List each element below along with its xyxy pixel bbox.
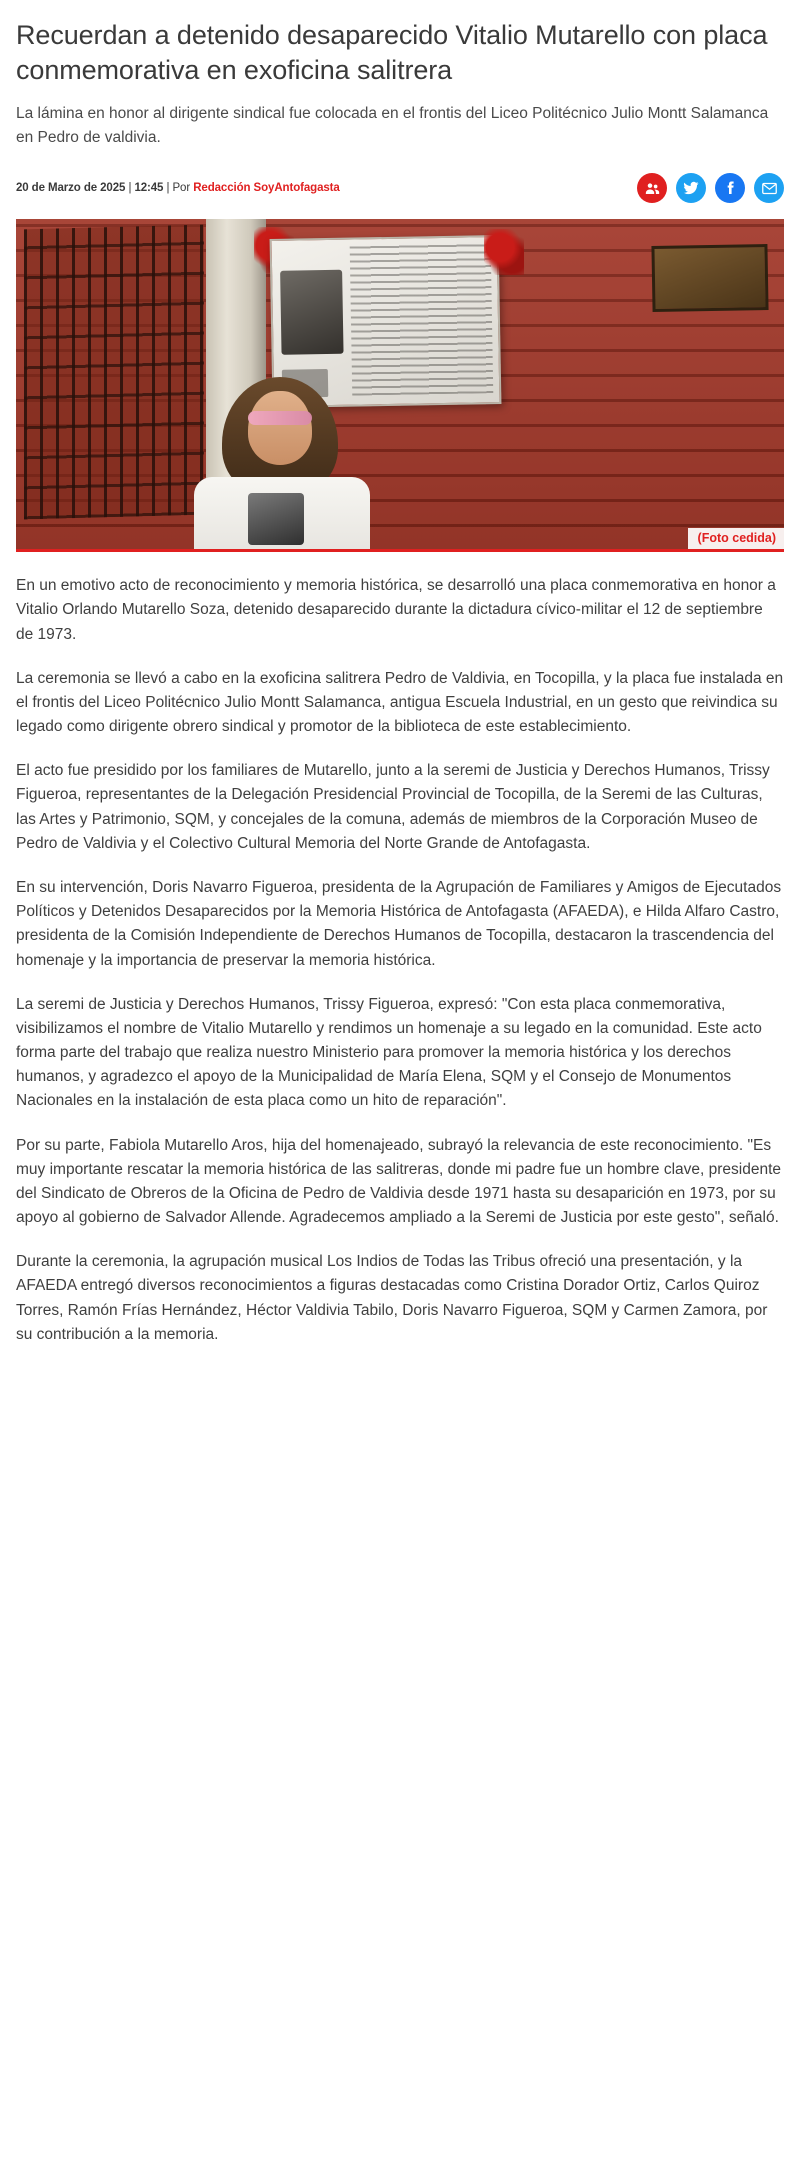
- shirt-print: [248, 493, 304, 545]
- page-title: Recuerdan a detenido desaparecido Vitalio Mutarello con placa conmemorativa en exoficina salitrera: [16, 20, 768, 86]
- article-lead: La lámina en honor al dirigente sindical fue colocada en el frontis del Liceo Politécnico Julio Montt Salamanca en Pedro de valdivia.: [16, 105, 769, 146]
- byline-separator-1: |: [128, 182, 132, 195]
- person-face: [248, 391, 312, 465]
- share-buttons: [637, 173, 784, 203]
- article-paragraph: Durante la ceremonia, la agrupación musical Los Indios de Todas las Tribus ofreció una presentación, y la AFAEDA entregó diversos reconocimientos a figuras destacadas como Cristina Dorador Ortiz, Carlos Quiroz Torres, Ramón Frías Hernández, Héctor Valdivia Tabilo, Doris Navarro Figueroa, SQM y Carmen Zamora, por su contribución a la memoria.: [16, 1253, 768, 1343]
- image-credit: (Foto cedida): [688, 528, 784, 549]
- article-paragraph: El acto fue presidido por los familiares de Mutarello, junto a la seremi de Justicia y Derechos Humanos, Trissy Figueroa, representantes de la Delegación Presidencial Provincial de Tocopilla, de la Seremi de las Culturas, las Artes y Patrimonio, SQM, y concejales de la comuna, además de miembros de la Corporación Museo de Pedro de Valdivia y el Colectivo Cultural Memoria del Norte Grande de Antofagasta.: [16, 762, 770, 852]
- person-photo: [186, 369, 376, 549]
- author-link[interactable]: Redacción SoyAntofagasta: [193, 182, 340, 195]
- flowers-right: [484, 229, 524, 275]
- article-image: [16, 219, 784, 552]
- publish-time: 12:45: [134, 182, 164, 195]
- sunglasses-icon: [248, 411, 312, 425]
- email-icon[interactable]: [754, 173, 784, 203]
- twitter-icon[interactable]: [676, 173, 706, 203]
- article-body: [16, 574, 784, 1347]
- photo-background: [16, 219, 784, 549]
- plaque-portrait: [280, 270, 343, 355]
- article-paragraph: En un emotivo acto de reconocimiento y memoria histórica, se desarrolló una placa conmemorativa en honor a Vitalio Orlando Mutarello Soza, detenido desaparecido durante la dictadura cívico-militar el 12 de septiembre de 1973.: [16, 577, 776, 643]
- by-label: Por: [172, 182, 191, 195]
- article-paragraph: La ceremonia se llevó a cabo en la exoficina salitrera Pedro de Valdivia, en Tocopilla, y la placa fue instalada en el frontis del Liceo Politécnico Julio Montt Salamanca, antigua Escuela Industrial, en un gesto que reivindica su legado como dirigente obrero sindical y promotor de la biblioteca de este establecimiento.: [16, 669, 784, 736]
- byline-row: [16, 171, 784, 205]
- facebook-icon[interactable]: [715, 173, 745, 203]
- article-paragraph: Por su parte, Fabiola Mutarello Aros, hija del homenajeado, subrayó la relevancia de este reconocimiento. "Es muy importante rescatar la memoria histórica de las salitreras, donde mi padre fue un hombre clave, presidente del Sindicato de Obreros de la Oficina de Pedro de Valdivia desde 1971 hasta su desaparición en 1973, por su apoyo al gobierno de Salvador Allende. Agradecemos ampliado a la Seremi de Justicia por este gesto", señaló.: [16, 1136, 782, 1227]
- wall-frame: [651, 244, 768, 312]
- metal-grate: [24, 225, 204, 520]
- byline-separator-2: |: [166, 182, 170, 195]
- article-paragraph: En su intervención, Doris Navarro Figueroa, presidenta de la Agrupación de Familiares y Amigos de Ejecutados Políticos y Detenidos Desaparecidos por la Memoria Histórica de Antofagasta (AFAEDA), e Hilda Alfaro Castro, presidenta de la Comisión Independiente de Derechos Humanos de Tocopilla, destacaron la trascendencia del homenaje y la importancia de preservar la memoria histórica.: [16, 879, 782, 969]
- publish-date: 20 de Marzo de 2025: [16, 182, 126, 195]
- share-group-icon[interactable]: [637, 173, 667, 203]
- article-paragraph: La seremi de Justicia y Derechos Humanos, Trissy Figueroa, expresó: "Con esta placa conmemorativa, visibilizamos el nombre de Vitalio Mutarello y rendimos un homenaje a su legado en la comunidad. Este acto forma parte del trabajo que realiza nuestro Ministerio para promover la memoria histórica y los derechos humanos, y agradezco el apoyo de la Municipalidad de María Elena, SQM y el Consejo de Monumentos Nacionales en la instalación de esta placa como un hito de reparación".: [16, 995, 762, 1110]
- byline: [16, 182, 340, 194]
